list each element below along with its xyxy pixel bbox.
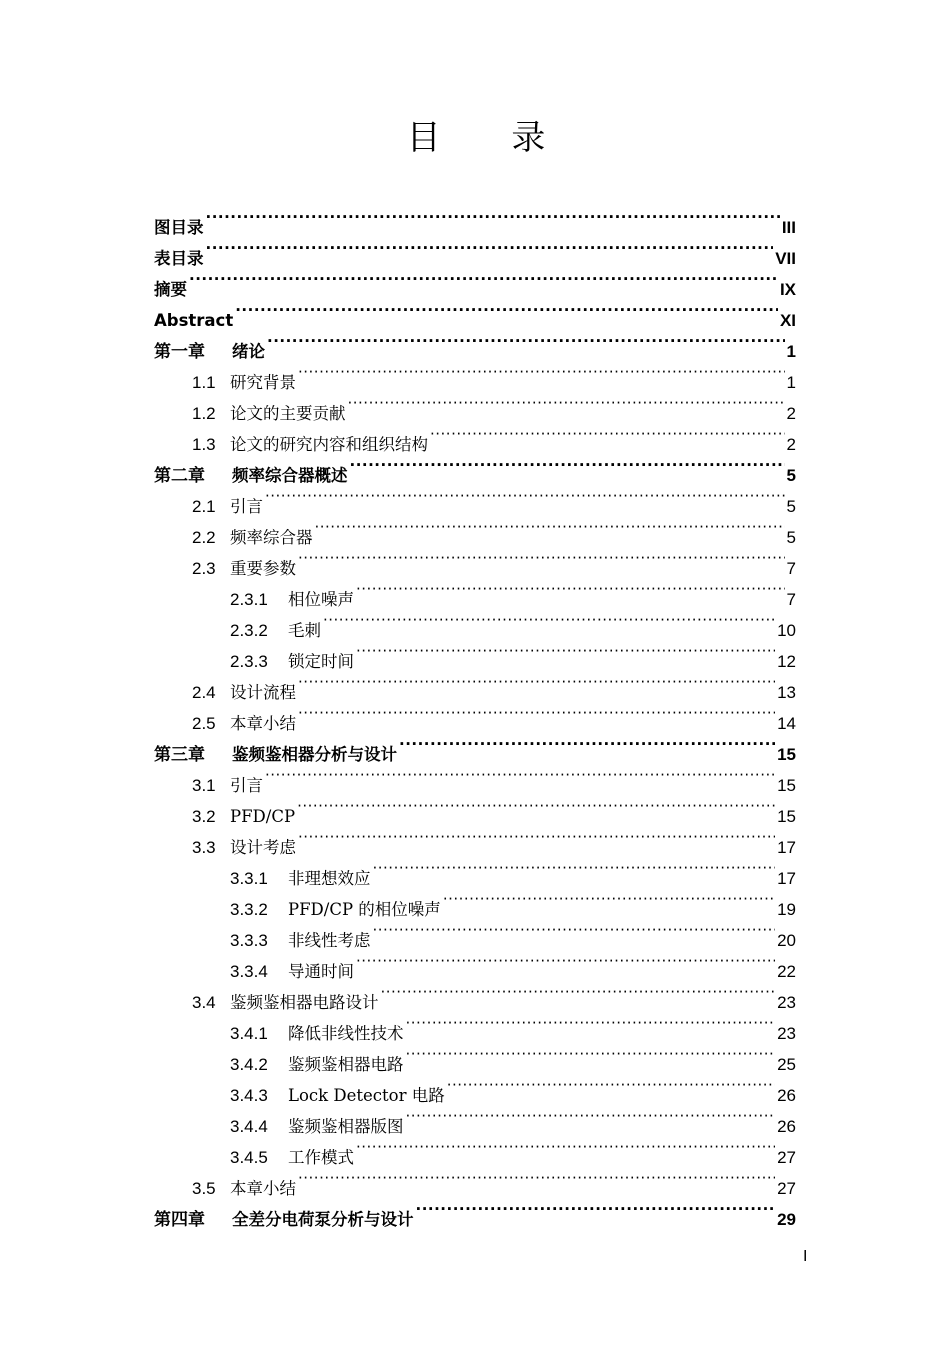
toc-entry-page: 14 bbox=[777, 714, 796, 733]
toc-entry-number: 2.2 bbox=[192, 528, 216, 547]
toc-entry-page: 20 bbox=[777, 931, 796, 950]
toc-entry-title: 非理想效应 bbox=[288, 869, 371, 888]
dot-leader bbox=[297, 791, 775, 822]
toc-entry-page: III bbox=[781, 218, 796, 237]
toc-entry-page: 5 bbox=[786, 497, 796, 516]
toc-entry-page: 13 bbox=[777, 683, 796, 702]
toc-entry-page: 23 bbox=[777, 1024, 796, 1043]
toc-entry-number: 3.4 bbox=[192, 993, 216, 1012]
dot-leader bbox=[189, 264, 778, 295]
toc-entry-title: PFD/CP 的相位噪声 bbox=[288, 900, 441, 919]
toc-entry-number: 1.2 bbox=[192, 404, 216, 423]
toc-entry-number: 3.2 bbox=[192, 807, 216, 826]
dot-leader bbox=[298, 543, 785, 574]
dot-leader bbox=[399, 729, 775, 760]
toc-entry-title: 论文的研究内容和组织结构 bbox=[230, 435, 428, 454]
dot-leader bbox=[356, 1132, 775, 1163]
toc-entry-page: IX bbox=[779, 280, 796, 299]
toc-entry-title: 设计考虑 bbox=[230, 838, 296, 857]
toc-entry-title: 论文的主要贡献 bbox=[230, 404, 346, 423]
toc-entry-number: 2.3 bbox=[192, 559, 216, 578]
page-title: 目 录 bbox=[406, 118, 576, 158]
toc-entry-title: 全差分电荷泵分析与设计 bbox=[232, 1210, 414, 1229]
toc-entry-page: 26 bbox=[777, 1086, 796, 1105]
toc-entry[interactable] bbox=[154, 233, 796, 268]
toc-entry-title: 设计流程 bbox=[230, 683, 296, 702]
toc-entry-page: 10 bbox=[777, 621, 796, 640]
toc-entry-title: 工作模式 bbox=[288, 1148, 354, 1167]
toc-entry-number: 3.1 bbox=[192, 776, 216, 795]
dot-leader bbox=[373, 915, 776, 946]
toc-entry-number: 2.4 bbox=[192, 683, 216, 702]
toc-entry-page: 17 bbox=[777, 869, 796, 888]
toc-entry-page: 7 bbox=[786, 590, 796, 609]
toc-entry[interactable] bbox=[154, 295, 796, 330]
dot-leader bbox=[267, 326, 785, 357]
toc-entry-number: 3.3 bbox=[192, 838, 216, 857]
dot-leader bbox=[350, 450, 785, 481]
toc-entry-title: 降低非线性技术 bbox=[288, 1024, 404, 1043]
toc-entry-title: 频率综合器 bbox=[230, 528, 313, 547]
dot-leader bbox=[298, 357, 785, 388]
toc-entry-page: XI bbox=[779, 311, 796, 330]
toc-entry-page: 23 bbox=[777, 993, 796, 1012]
toc-entry-page: 27 bbox=[777, 1179, 796, 1198]
toc-entry-number: 第三章 bbox=[154, 745, 205, 764]
dot-leader bbox=[235, 295, 778, 326]
toc-entry-title: 引言 bbox=[230, 776, 263, 795]
toc-entry-page: 15 bbox=[777, 807, 796, 826]
toc-entry-page: 26 bbox=[777, 1117, 796, 1136]
toc-entry-number: 3.4.1 bbox=[230, 1024, 268, 1043]
dot-leader bbox=[406, 1008, 776, 1039]
toc-entry-title: 图目录 bbox=[154, 218, 204, 237]
table-of-contents bbox=[154, 202, 796, 1229]
toc-entry-page: 2 bbox=[786, 435, 796, 454]
toc-entry-title: 毛刺 bbox=[288, 621, 321, 640]
toc-entry-page: 1 bbox=[786, 342, 796, 361]
toc-entry-title: 摘要 bbox=[154, 280, 187, 299]
toc-entry-page: 17 bbox=[777, 838, 796, 857]
toc-entry-page: 2 bbox=[786, 404, 796, 423]
dot-leader bbox=[298, 1163, 775, 1194]
dot-leader bbox=[315, 512, 785, 543]
toc-entry-number: 2.5 bbox=[192, 714, 216, 733]
toc-entry-number: 3.4.2 bbox=[230, 1055, 268, 1074]
toc-entry-page: 15 bbox=[777, 776, 796, 795]
toc-entry-number: 第四章 bbox=[154, 1210, 205, 1229]
toc-entry-title: 研究背景 bbox=[230, 373, 296, 392]
toc-entry-title: 鉴频鉴相器电路设计 bbox=[230, 993, 379, 1012]
toc-entry[interactable] bbox=[154, 202, 796, 237]
toc-entry-title: 锁定时间 bbox=[288, 652, 354, 671]
dot-leader bbox=[430, 419, 785, 450]
dot-leader bbox=[406, 1101, 776, 1132]
toc-entry-number: 3.4.3 bbox=[230, 1086, 268, 1105]
toc-entry-number: 第二章 bbox=[154, 466, 205, 485]
toc-entry-number: 3.5 bbox=[192, 1179, 216, 1198]
toc-entry-number: 2.3.2 bbox=[230, 621, 268, 640]
toc-entry-page: 19 bbox=[777, 900, 796, 919]
dot-leader bbox=[298, 698, 775, 729]
toc-entry-page: 25 bbox=[777, 1055, 796, 1074]
toc-entry-title: 非线性考虑 bbox=[288, 931, 371, 950]
dot-leader bbox=[265, 760, 775, 791]
dot-leader bbox=[298, 667, 775, 698]
toc-entry-title: Lock Detector 电路 bbox=[288, 1086, 445, 1105]
dot-leader bbox=[323, 605, 775, 636]
dot-leader bbox=[447, 1070, 775, 1101]
toc-entry-number: 1.3 bbox=[192, 435, 216, 454]
toc-entry-page: 29 bbox=[777, 1210, 796, 1229]
toc-entry-number: 3.3.1 bbox=[230, 869, 268, 888]
toc-entry-number: 第一章 bbox=[154, 342, 205, 361]
dot-leader bbox=[356, 636, 775, 667]
toc-entry-title: 本章小结 bbox=[230, 1179, 296, 1198]
toc-entry-number: 1.1 bbox=[192, 373, 216, 392]
toc-entry-title: 本章小结 bbox=[230, 714, 296, 733]
toc-entry-number: 2.1 bbox=[192, 497, 216, 516]
toc-entry-title: 导通时间 bbox=[288, 962, 354, 981]
dot-leader bbox=[443, 884, 775, 915]
toc-entry-page: 5 bbox=[786, 528, 796, 547]
toc-entry-title: 相位噪声 bbox=[288, 590, 354, 609]
dot-leader bbox=[206, 233, 774, 264]
page-number: I bbox=[803, 1248, 808, 1265]
toc-entry-title: 鉴频鉴相器电路 bbox=[288, 1055, 404, 1074]
toc-entry-title: Abstract bbox=[154, 311, 234, 330]
toc-entry-number: 3.4.5 bbox=[230, 1148, 268, 1167]
dot-leader bbox=[406, 1039, 776, 1070]
dot-leader bbox=[356, 574, 785, 605]
toc-entry-title: PFD/CP bbox=[230, 807, 296, 826]
toc-entry-page: 22 bbox=[777, 962, 796, 981]
toc-entry-page: 27 bbox=[777, 1148, 796, 1167]
dot-leader bbox=[381, 977, 776, 1008]
toc-entry[interactable] bbox=[154, 264, 796, 299]
toc-entry-page: 7 bbox=[786, 559, 796, 578]
toc-entry-number: 3.3.3 bbox=[230, 931, 268, 950]
toc-entry-number: 3.3.4 bbox=[230, 962, 268, 981]
toc-entry-page: VII bbox=[775, 249, 796, 268]
dot-leader bbox=[373, 853, 776, 884]
dot-leader bbox=[348, 388, 785, 419]
toc-entry-page: 1 bbox=[786, 373, 796, 392]
toc-entry-title: 鉴频鉴相器分析与设计 bbox=[232, 745, 397, 764]
toc-entry-number: 3.4.4 bbox=[230, 1117, 268, 1136]
toc-entry-number: 2.3.1 bbox=[230, 590, 268, 609]
toc-entry-page: 5 bbox=[786, 466, 796, 485]
toc-entry-page: 15 bbox=[777, 745, 796, 764]
toc-entry-title: 鉴频鉴相器版图 bbox=[288, 1117, 404, 1136]
toc-entry[interactable] bbox=[154, 326, 796, 361]
toc-entry-number: 2.3.3 bbox=[230, 652, 268, 671]
toc-entry-title: 表目录 bbox=[154, 249, 204, 268]
dot-leader bbox=[356, 946, 775, 977]
toc-entry-title: 引言 bbox=[230, 497, 263, 516]
dot-leader bbox=[265, 481, 785, 512]
toc-entry-number: 3.3.2 bbox=[230, 900, 268, 919]
dot-leader bbox=[416, 1194, 776, 1225]
dot-leader bbox=[206, 202, 780, 233]
toc-entry-title: 频率综合器概述 bbox=[232, 466, 348, 485]
dot-leader bbox=[298, 822, 775, 853]
toc-entry-title: 绪论 bbox=[232, 342, 265, 361]
toc-entry-page: 12 bbox=[777, 652, 796, 671]
toc-entry-title: 重要参数 bbox=[230, 559, 296, 578]
